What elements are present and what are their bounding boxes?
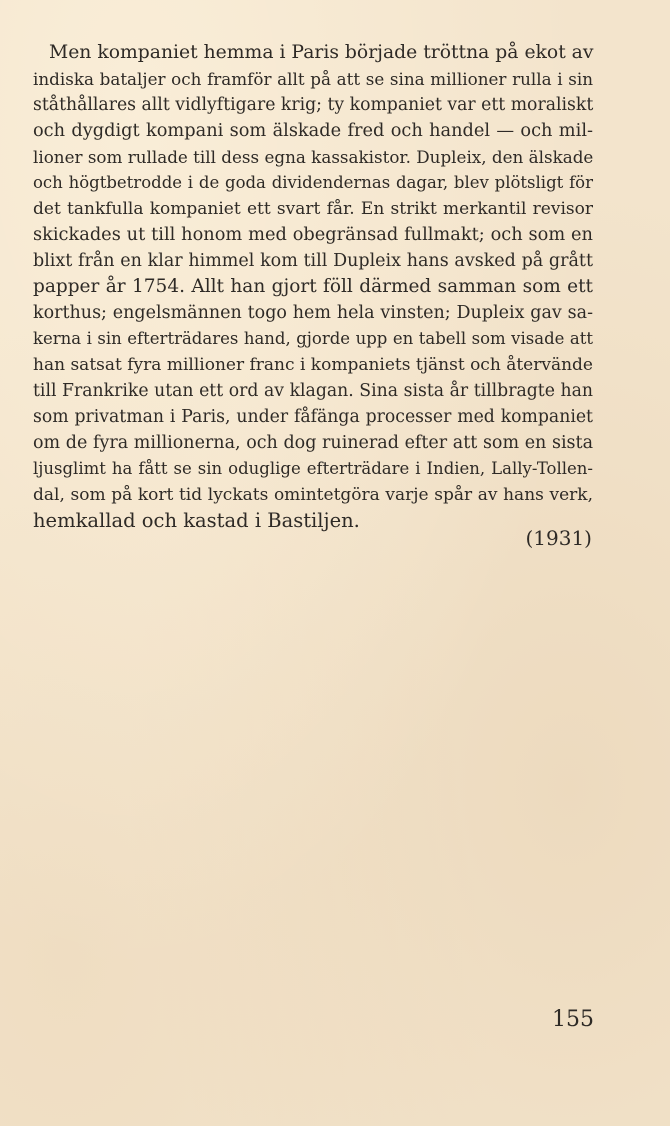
text-line: och högtbetrodde i de goda dividendernas dagar, blev plötsligt för xyxy=(33,173,593,192)
text-line: korthus; engelsmännen togo hem hela vinsten; Dupleix gav sa- xyxy=(33,303,593,323)
text-line: kerna i sin efterträdares hand, gjorde upp en tabell som visade att xyxy=(33,329,593,348)
text-line: som privatman i Paris, under fåfänga processer med kompaniet xyxy=(33,407,593,427)
text-line: indiska bataljer och framför allt på att se sina millioner rulla i sin xyxy=(33,69,593,89)
text-line: ljusglimt ha fått se sin oduglige efterträdare i Indien, Lally-Tollen- xyxy=(33,459,593,478)
text-line: blixt från en klar himmel kom till Dupleix hans avsked på grått xyxy=(33,251,593,271)
text-line: han satsat fyra millioner franc i kompaniets tjänst och återvände xyxy=(33,355,593,375)
text-line: papper år 1754. Allt han gjort föll därmed samman som ett xyxy=(33,276,593,297)
text-line: hemkallad och kastad i Bastiljen. xyxy=(33,509,360,532)
text-line: Men kompaniet hemma i Paris började tröttna på ekot av xyxy=(49,42,594,63)
text-line: lioner som rullade till dess egna kassakistor. Dupleix, den älskade xyxy=(33,147,594,167)
text-line: till Frankrike utan ett ord av klagan. Sina sista år tillbragte han xyxy=(33,381,593,401)
page-number: 155 xyxy=(552,1007,594,1032)
body-paragraph xyxy=(33,40,593,534)
text-line: det tankfulla kompaniet ett svart får. En strikt merkantil revisor xyxy=(33,199,593,219)
text-line: och dygdigt kompani som älskade fred och handel — och mil- xyxy=(33,121,593,141)
text-line: dal, som på kort tid lyckats omintetgöra varje spår av hans verk, xyxy=(33,485,593,505)
text-line: skickades ut till honom med obegränsad fullmakt; och som en xyxy=(33,225,593,245)
text-line: ståthållares allt vidlyftigare krig; ty kompaniet var ett moraliskt xyxy=(33,95,594,115)
date-note: (1931) xyxy=(525,526,592,550)
text-line: om de fyra millionerna, och dog ruinerad efter att som en sista xyxy=(33,433,593,453)
